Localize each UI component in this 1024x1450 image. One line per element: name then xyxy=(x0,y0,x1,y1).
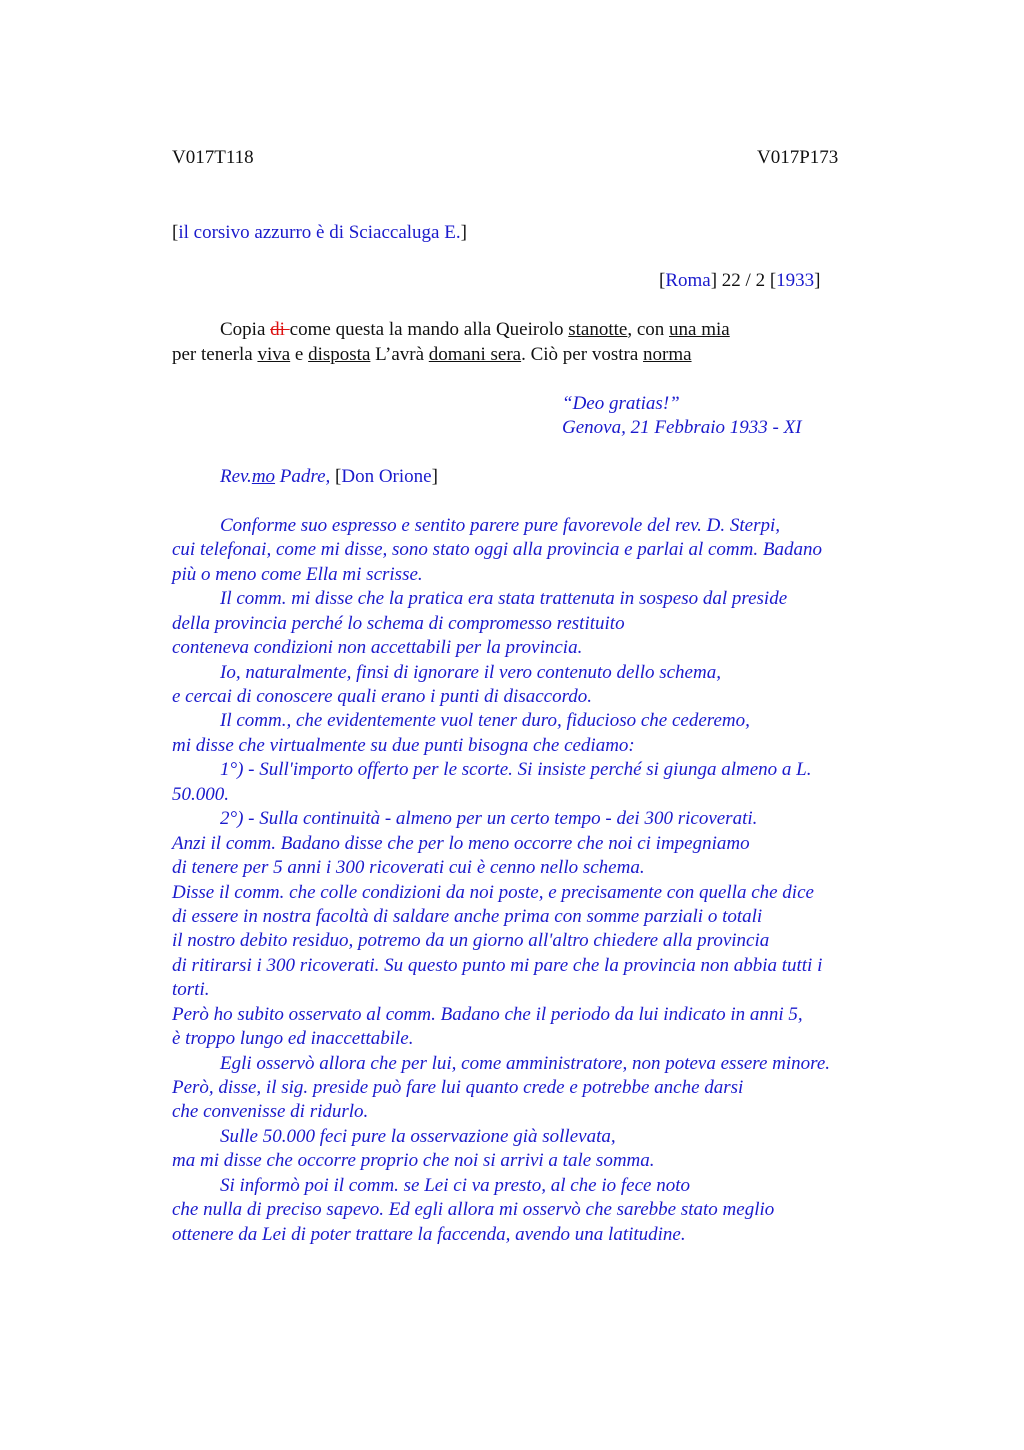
body-line: che convenisse di ridurlo. xyxy=(172,1101,369,1122)
dateline-date: 22 / 2 xyxy=(717,270,770,291)
body-line: Si informò poi il comm. se Lei ci va presto, al che io fece noto xyxy=(220,1175,690,1196)
body-line: e cercai di conoscere quali erano i punti di disaccordo. xyxy=(172,686,593,707)
body-line: cui telefonai, come mi disse, sono stato oggi alla provincia e parlai al comm. Badano xyxy=(172,539,822,560)
body-line: Egli osservò allora che per lui, come amministratore, non poteva essere minore. xyxy=(220,1053,831,1074)
salutation-text: Rev. xyxy=(220,466,252,487)
body-line: di tenere per 5 anni i 300 ricoverati cui è cenno nello schema. xyxy=(172,857,645,878)
body-line: Però, disse, il sig. preside può fare lui quanto crede e potrebbe anche darsi xyxy=(172,1077,744,1098)
dateline-bracket: [ xyxy=(769,270,777,291)
note-text: come questa la mando alla Queirolo xyxy=(289,319,569,340)
note-line-1 xyxy=(220,318,730,342)
note-underlined-text: disposta xyxy=(308,344,371,365)
note-underlined-text: domani sera xyxy=(428,344,522,365)
editor-note-text: il corsivo azzurro è di Sciaccaluga E. xyxy=(178,222,461,243)
body-line: più o meno come Ella mi scrisse. xyxy=(172,564,423,585)
dateline-bracket: ] xyxy=(814,270,821,291)
body-line: Conforme suo espresso e sentito parere pure favorevole del rev. D. Sterpi, xyxy=(220,515,781,536)
salutation-bracket: [ xyxy=(335,466,342,487)
note-line-2 xyxy=(172,343,692,367)
note-text: e xyxy=(290,344,309,365)
body-line: che nulla di preciso sapevo. Ed egli allora mi osservò che sarebbe stato meglio xyxy=(172,1199,775,1220)
salutation-bracket: ] xyxy=(431,466,438,487)
note-text: Copia xyxy=(220,319,271,340)
note-text: per tenerla xyxy=(172,344,258,365)
letter-place-date: Genova, 21 Febbraio 1933 - XI xyxy=(562,417,802,438)
salutation-text: Padre, xyxy=(275,466,336,487)
salutation-superscript: mo xyxy=(251,466,276,487)
editor-note-bracket: ] xyxy=(460,222,467,243)
body-line: Sulle 50.000 feci pure la osservazione già sollevata, xyxy=(220,1126,616,1147)
body-line: ottenere da Lei di poter trattare la faccenda, avendo una latitudine. xyxy=(172,1224,686,1245)
note-text: L’avrà xyxy=(370,344,429,365)
body-line: Il comm., che evidentemente vuol tener duro, fiducioso che cederemo, xyxy=(220,710,750,731)
note-underlined-text: viva xyxy=(257,344,291,365)
dateline-bracket: ] xyxy=(710,270,718,291)
note-deleted-text: di xyxy=(270,319,290,340)
body-line: di essere in nostra facoltà di saldare anche prima con somme parziali o totali xyxy=(172,906,763,927)
body-line: di ritirarsi i 300 ricoverati. Su questo punto mi pare che la provincia non abbia tutti i xyxy=(172,955,823,976)
body-line: Però ho subito osservato al comm. Badano che il periodo da lui indicato in anni 5, xyxy=(172,1004,803,1025)
header-right-code: V017P173 xyxy=(757,147,839,168)
body-line: Io, naturalmente, finsi di ignorare il vero contenuto dello schema, xyxy=(220,662,721,683)
body-line: torti. xyxy=(172,979,210,1000)
note-text: . Ciò per vostra xyxy=(521,344,644,365)
editor-note-bracket: [ xyxy=(172,222,179,243)
body-line: 2°) - Sulla continuità - almeno per un certo tempo - dei 300 ricoverati. xyxy=(220,808,758,829)
dateline-year: 1933 xyxy=(776,270,815,291)
note-underlined-text: stanotte xyxy=(568,319,628,340)
dateline-place: Roma xyxy=(665,270,711,291)
body-line: 50.000. xyxy=(172,784,229,805)
note-underlined-text: una mia xyxy=(669,319,730,340)
body-line: 1°) - Sull'importo offerto per le scorte. Si insiste perché si giunga almeno a L. xyxy=(220,759,812,780)
body-line: della provincia perché lo schema di compromesso restituito xyxy=(172,613,625,634)
body-line: mi disse che virtualmente su due punti bisogna che cediamo: xyxy=(172,735,635,756)
body-line: Il comm. mi disse che la pratica era stata trattenuta in sospeso dal preside xyxy=(220,588,788,609)
body-line: Disse il comm. che colle condizioni da noi poste, e precisamente con quella che dice xyxy=(172,882,814,903)
body-line: conteneva condizioni non accettabili per la provincia. xyxy=(172,637,583,658)
dateline xyxy=(659,269,820,293)
header-left-code: V017T118 xyxy=(172,147,254,168)
body-line: è troppo lungo ed inaccettabile. xyxy=(172,1028,414,1049)
editor-note xyxy=(172,221,467,245)
body-line: il nostro debito residuo, potremo da un giorno all'altro chiedere alla provincia xyxy=(172,930,770,951)
body-line: Anzi il comm. Badano disse che per lo meno occorre che noi ci impegniamo xyxy=(172,833,750,854)
salutation-recipient: Don Orione xyxy=(341,466,432,487)
dateline-bracket: [ xyxy=(659,270,666,291)
note-text: , con xyxy=(627,319,670,340)
salutation xyxy=(220,465,438,489)
letter-motto: “Deo gratias!” xyxy=(562,393,680,414)
body-line: ma mi disse che occorre proprio che noi si arrivi a tale somma. xyxy=(172,1150,655,1171)
note-underlined-text: norma xyxy=(643,344,692,365)
